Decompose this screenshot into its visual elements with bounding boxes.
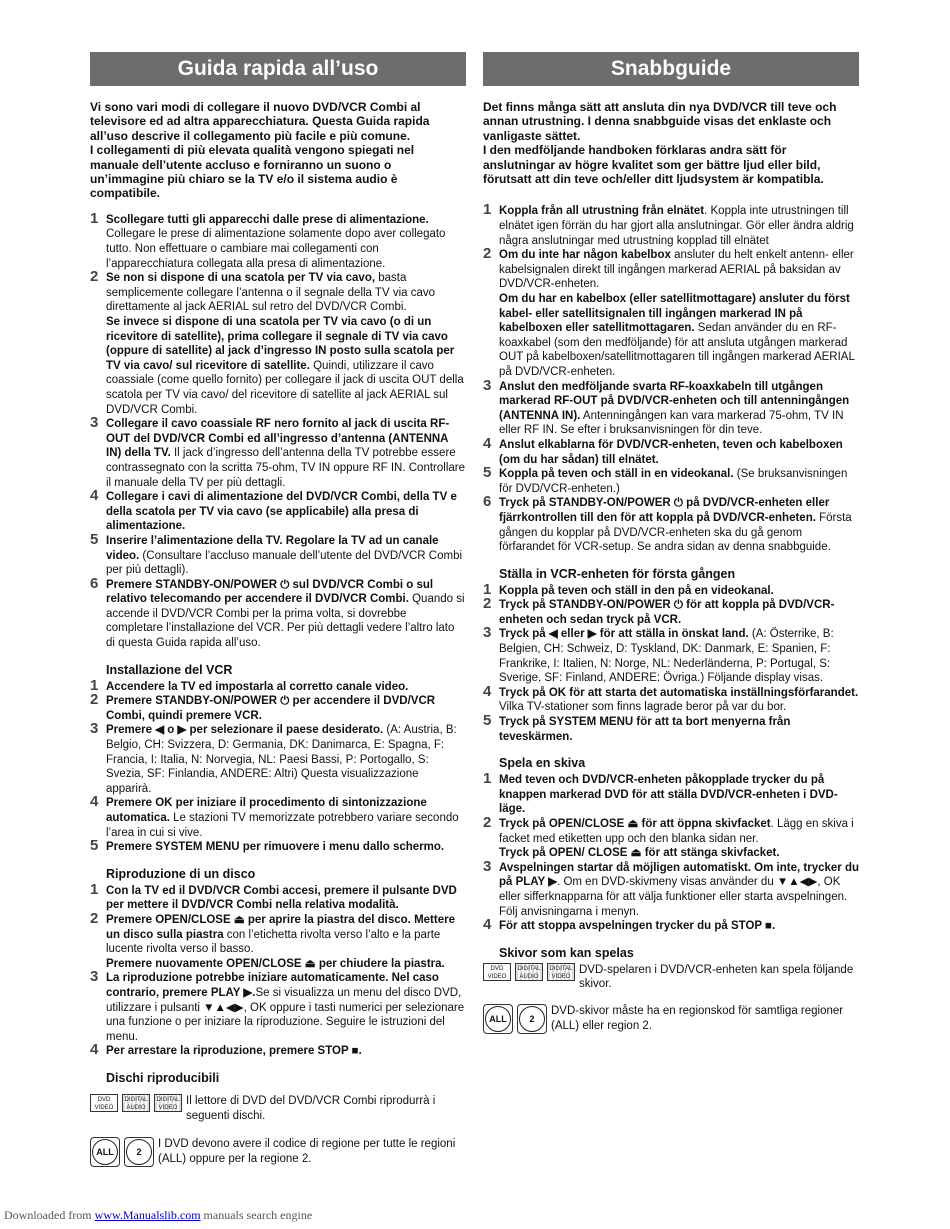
disc-types-row [90,1094,466,1123]
step-item [483,682,859,715]
step-bold-text: Premere STANDBY-ON/POWER ⏻ sul DVD/VCR Combi o sul relativo telecomando per accendere il DVD/VCR Combi. [106,578,434,606]
video-cd-logo-icon: DIGITAL VIDEO [154,1094,182,1112]
region-2-label: 2 [519,1006,545,1032]
step-number: 3 [90,720,99,738]
step-bold-text: Premere STANDBY-ON/POWER ⏻ per accendere il DVD/VCR Combi, quindi premere VCR. [106,695,436,722]
step-bold-text: La riproduzione potrebbe iniziare automaticamente. Nel caso contrario, premere PLAY ▶. [106,972,439,999]
disc-types-row [483,963,859,992]
step-text: Första gången du kopplar på DVD/VCR-enheten ska du gå genom förfarandet för VCR-setup. Se andra sidan av denna snabbguide. [499,511,852,554]
step-text: Vilka TV-stationer som finns lagrade beror på var du bor. [499,701,787,714]
video-cd-logo-icon: DIGITAL VIDEO [547,963,575,981]
step-item [483,464,859,496]
footer [4,1208,312,1223]
step-item [90,957,466,972]
step-bold-text: Tryck på OPEN/CLOSE ⏏ för att öppna skivfacket [499,818,771,830]
step-number: 2 [90,909,99,927]
step-item [90,209,466,271]
step-item [483,712,859,744]
step-text: (A: Österrike, B: Belgien, CH: Schweiz, D: Tyskland, DK: Danmark, E: Spanien, F: Frankrike, I: Italien, N: Norge, NL: Nederländerna, P: Portugal, S: Sverige, SF: Finland, ANDERE: Övriga.) Följande display visas. [499,628,834,685]
step-number: 6 [90,574,99,592]
region-logos [90,1137,154,1167]
swedish-playable-heading: Skivor som kan spelas [499,945,634,960]
footer-prefix: Downloaded from [4,1208,95,1222]
step-item [483,245,859,292]
region-2-label: 2 [126,1139,152,1165]
step-number: 4 [483,434,492,452]
step-text: basta semplicemente collegare l’antenna o il segnale della TV via cavo direttamente al jack AERIAL sul retro del DVD/VCR Combi. [106,272,436,314]
step-number: 4 [483,916,492,934]
cd-audio-logo-icon: DIGITAL AUDIO [515,963,543,981]
step-bold-text: Anslut den medföljande svarta RF-koaxkabeln till utgången markerad RF-OUT på DVD/VCR-enheten och till antenningången (ANTENNA IN). [499,380,850,422]
step-bold-text: Collegare i cavi di alimentazione del DVD/VCR Combi, della TV e della scatola per TV via cavo (se applicabile) alla presa di alimentazione. [106,491,457,533]
step-item [90,691,466,723]
swedish-disc-heading: Spela en skiva [499,756,586,771]
step-bold-text: Om du har en kabelbox (eller satellitmottagare) ansluter du först kabel- eller satellitsignalen till ingången markerad IN på kabelboxen eller satellitmottagaren. [499,293,850,335]
region-2-icon [517,1004,547,1034]
swedish-disc-steps [483,770,859,934]
step-number: 1 [90,880,99,898]
step-number: 4 [90,487,99,505]
step-bold-text: Koppla på teven och ställ in den på en videokanal. [499,584,774,597]
dvd-video-logo-icon: DVD VIDEO [90,1094,118,1112]
step-bold-text: Avspelningen startar då möjligen automatiskt. Om inte, trycker du på PLAY ▶ [499,861,859,889]
step-bold-text: Scollegare tutti gli apparecchi dalle prese di alimentazione. [106,213,429,226]
intro-paragraph: I collegamenti di più elevata qualità vengono spiegati nel manuale dell’utente accluso e forniranno un suono o un’immagine più chiaro se la TV e/o il sistema audio è compatibile. [90,143,415,201]
intro-paragraph: I den medföljande handboken förklaras andra sätt för anslutningar av högre kvalitet som ger bättre ljud eller bild, förutsatt att din teve och/eller ditt ljudsystem är kompatibla. [483,143,824,187]
step-number: 3 [90,414,99,432]
step-item [483,434,859,467]
step-number: 2 [90,268,99,286]
step-number: 5 [483,712,492,730]
step-number: 1 [483,770,492,788]
step-item [483,201,859,248]
step-bold-text: Inserire l’alimentazione della TV. Regolare la TV ad un canale video. [106,534,439,562]
region-logos [483,1004,547,1034]
step-number: 4 [90,793,99,811]
intro-paragraph: Vi sono vari modi di collegare il nuovo DVD/VCR Combi al televisore ed ad altra apparecchiatura. Questa Guida rapida all’uso descrive il collegamento più facile e più comune. [90,100,430,143]
italian-title: Guida rapida all’uso [90,52,466,86]
step-number: 4 [90,1041,99,1059]
step-item [483,624,859,685]
step-text: Se si visualizza un menu del disco DVD, utilizzare i pulsanti ▼▲◀▶, OK oppure i tasti numerici per selezionare una funzione o per iniziare la riproduzione. Seguire le istruzioni del menu. [106,986,465,1043]
step-bold-text: Tryck på OPEN/ CLOSE ⏏ för att stänga skivfacket. [499,847,780,860]
step-number: 1 [483,580,492,598]
step-bold-text: Tryck på STANDBY-ON/POWER ⏻ för att koppla på DVD/VCR-enheten och sedan tryck på VCR. [499,599,835,626]
step-item [90,793,466,840]
step-bold-text: Tryck på SYSTEM MENU för att ta bort menyerna från teveskärmen. [499,716,791,743]
step-item [90,837,466,855]
playable-text: DVD-spelaren i DVD/VCR-enheten kan spela följande skivor. [579,963,854,991]
italian-vcr-steps [90,676,466,855]
swedish-title: Snabbguide [483,52,859,86]
region-all-icon [90,1137,120,1167]
italian-steps [90,209,466,651]
step-text: Sedan använder du en RF-koaxkabel (som den medföljande) för att ansluta utgången markerad OUT på kabelboxen/satellitmottagaren till ingången markerad AERIAL på DVD/VCR-enheten. [499,322,855,378]
step-number: 2 [483,595,492,613]
step-item [90,487,466,534]
step-bold-text: Con la TV ed il DVD/VCR Combi accesi, premere il pulsante DVD per mettere il DVD/VCR Combi nella relativa modalità. [106,884,457,912]
italian-disc-steps [90,880,466,1059]
swedish-vcr-steps [483,580,859,745]
swedish-vcr-heading: Ställa in VCR-enheten för första gången [499,566,736,581]
swedish-steps [483,201,859,554]
step-text: (Consultare l’accluso manuale dell’utente del DVD/VCR Combi per più dettagli). [106,549,463,577]
step-item [90,968,466,1044]
region-all-icon [483,1004,513,1034]
step-text: ansluter du helt enkelt antenn- eller kabelsignalen direkt till ingången markerad AERIAL på baksidan av DVD/VCR-enheten. [499,249,854,291]
region-all-label: ALL [485,1006,511,1032]
step-number: 1 [483,201,492,219]
swedish-intro [483,100,859,186]
disc-logos [483,963,575,981]
swedish-column [483,52,859,1034]
step-bold-text: Premere ◀ o ▶ per selezionare il paese desiderato. [106,724,384,737]
step-bold-text: Premere OK per iniziare il procedimento di sintonizzazione automatica. [106,797,427,824]
step-number: 1 [90,676,99,694]
step-item [90,720,466,796]
playable-text: Il lettore di DVD del DVD/VCR Combi riprodurrà i seguenti dischi. [186,1094,436,1122]
manualslib-link[interactable]: www.Manualslib.com [94,1208,201,1222]
step-number: 2 [483,245,492,263]
step-item [483,916,859,934]
step-number: 6 [483,493,492,511]
step-item [483,814,859,846]
step-item [90,315,466,417]
step-item [483,595,859,627]
step-number: 5 [90,837,99,855]
step-item [483,376,859,438]
step-text: Antenningången kan vara markerad 75-ohm, TV IN eller RF IN. Se efter i bruksanvisningen för din teve. [499,409,844,437]
step-text: . Lägg en skiva i facket med etiketten upp och den blanka sidan ner. [499,818,854,845]
step-number: 4 [483,682,492,700]
step-bold-text: Med teven och DVD/VCR-enheten påkopplade trycker du på knappen markerad DVD för att ställa DVD/VCR-enheten i DVD-läge. [499,774,838,816]
step-bold-text: Tryck på STANDBY-ON/POWER ⏻ på DVD/VCR-enheten eller fjärrkontrollen till den för att koppla på DVD/VCR-enheten. [499,497,830,524]
step-number: 5 [483,464,492,482]
step-number: 3 [483,376,492,394]
step-item [90,530,466,578]
step-bold-text: För att stoppa avspelningen trycker du på STOP ■. [499,920,776,933]
step-item [90,880,466,913]
step-number: 2 [90,691,99,709]
region-text: I DVD devono avere il codice di regione per tutte le regioni (ALL) oppure per la regione 2. [158,1138,456,1165]
step-item [483,770,859,817]
italian-column [90,52,466,1167]
cd-audio-logo-icon: DIGITAL AUDIO [122,1094,150,1112]
italian-vcr-heading: Installazione del VCR [106,662,233,677]
region-all-label: ALL [92,1139,118,1165]
step-text: Quando si accende il DVD/VCR Combi per la prima volta, si dovrebbe completare l’installazione del VCR. Per più dettagli vedere l’altro lato di questa Guida rapida all’uso. [106,593,465,650]
region-2-icon [124,1137,154,1167]
step-bold-text: Tryck på OK för att starta det automatiska inställningsförfarandet. [499,686,859,699]
step-bold-text: Premere OPEN/CLOSE ⏏ per aprire la piastra del disco. Mettere un disco sulla piastra [106,913,455,941]
step-text: (A: Austria, B: Belgio, CH: Svizzera, D: Germania, DK: Danimarca, E: Spagna, F: Francia, I: Italia, N: Norvegia, NL: Paesi Bassi, P: Portogallo, S: Svezia, SF: Finlandia, ANDERE: Altri) Questa visualizzazione apparirà. [106,724,457,795]
step-text: Le stazioni TV memorizzate potrebbero variare secondo l’area in cui si vive. [106,812,459,839]
step-item [483,292,859,380]
dvd-video-logo-icon: DVD VIDEO [483,963,511,981]
step-number: 1 [90,209,99,227]
step-bold-text: Premere nuovamente OPEN/CLOSE ⏏ per chiudere la piastra. [106,957,445,970]
step-text: Quindi, utilizzare il cavo coassiale (come quello fornito) per collegare il jack di uscita OUT della scatola per TV via cavo/ del ricevitore di satellite al jack AERIAL sul DVD/VCR Combi. [106,359,464,416]
region-text: DVD-skivor måste ha en regionskod för samtliga regioner (ALL) eller region 2. [551,1004,844,1032]
step-bold-text: Per arrestare la riproduzione, premere STOP ■. [106,1045,362,1058]
step-item [90,414,466,490]
step-bold-text: Tryck på ◀ eller ▶ för att ställa in önskat land. [499,628,749,641]
footer-suffix: manuals search engine [200,1208,313,1222]
region-row [483,1004,859,1034]
step-bold-text: Collegare il cavo coassiale RF nero fornito al jack di uscita RF-OUT del DVD/VCR Combi ed all’ingresso d’antenna (ANTENNA IN) della TV. [106,418,450,460]
step-item [90,909,466,957]
step-text: (Se bruksanvisningen för DVD/VCR-enheten.) [499,468,848,495]
region-row [90,1137,466,1167]
step-text: . Om en DVD-skivmeny visas använder du ▼▲◀▶, OK eller sifferknapparna för att välja funktioner eller starta avspelningen. Följ anvisningarna i menyn. [499,876,848,918]
step-item [90,268,466,315]
step-bold-text: Se invece si dispone di una scatola per TV via cavo (o di un ricevitore di satellite), prima collegare il segnale di TV via cavo (oppure di satellite) al jack d’ingresso IN posto sulla scatola per TV via cavo/ sul ricevitore di satellite. [106,316,455,372]
step-bold-text: Koppla på teven och ställ in en videokanal. [499,468,734,481]
step-item [90,676,466,695]
step-bold-text: Accendere la TV ed impostarla al corretto canale video. [106,680,409,693]
step-item [483,580,859,599]
step-item [483,846,859,861]
step-bold-text: Se non si dispone di una scatola per TV via cavo, [106,272,376,285]
step-item [483,857,859,919]
italian-disc-heading: Riproduzione di un disco [106,866,256,881]
step-number: 3 [90,968,99,986]
step-text: Collegare le prese di alimentazione solamente dopo aver collegato tutto. Non effettuare o cambiare mai collegamenti con l’apparecchiatura collegata alla presa di alimentazione. [106,228,446,270]
step-item [483,493,859,554]
step-number: 3 [483,624,492,642]
step-number: 2 [483,814,492,831]
step-number: 3 [483,857,492,875]
step-text: Il jack d’ingresso dell’antenna della TV potrebbe essere contrassegnato con la scritta 75-ohm, TV IN oppure RF IN. Controllare il manuale della TV per più dettagli. [106,447,466,489]
step-item [90,1041,466,1059]
disc-logos [90,1094,182,1112]
step-bold-text: Anslut elkablarna för DVD/VCR-enheten, teven och kabelboxen (om du har sådan) till elnätet. [499,438,843,466]
step-item [90,574,466,651]
italian-playable-heading: Dischi riproducibili [106,1070,220,1085]
step-bold-text: Premere SYSTEM MENU per rimuovere i menu dallo schermo. [106,841,445,854]
italian-intro [90,100,466,201]
step-bold-text: Om du inte har någon kabelbox [499,249,671,262]
intro-paragraph: Det finns många sätt att ansluta din nya DVD/VCR till teve och annan utrustning. I denna snabbguide visas det enklaste och vanligaste sättet. [483,100,837,143]
step-bold-text: Koppla från all utrustning från elnätet [499,205,705,218]
step-number: 5 [90,530,99,548]
step-text: . Koppla inte utrustningen till elnätet igen förrän du har gjort alla anslutningar. Gör eller ändra aldrig några anslutningar med utrustning kopplad till elnätet [499,205,854,247]
step-text: con l’etichetta rivolta verso l’alto e la parte lucente rivolta verso il basso. [106,928,441,956]
